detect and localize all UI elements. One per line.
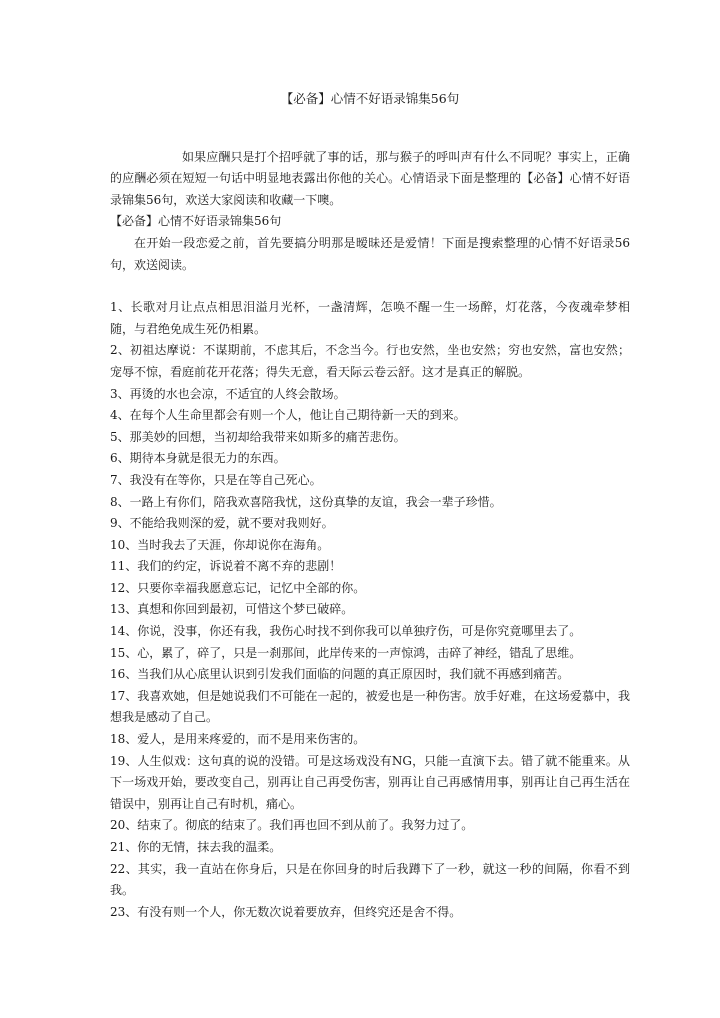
quote-item: 23、有没有则一个人，你无数次说着要放弃，但终究还是舍不得。 <box>110 904 462 919</box>
quote-item: 13、真想和你回到最初，可惜这个梦已破碎。 <box>110 602 354 617</box>
quote-item: 10、当时我去了天涯，你却说你在海角。 <box>110 537 330 552</box>
quote-item: 12、只要你幸福我愿意忘记，记忆中全部的你。 <box>110 580 366 595</box>
section-subtitle: 【必备】心情不好语录锦集56句 <box>110 214 282 229</box>
quote-item: 19、人生似戏：这句真的说的没错。可是这场戏没有NG，只能一直演下去。错了就不能重来。从下一场戏开始，要改变自己，别再让自己再受伤害，别再让自己再感情用事，别再让自己再生活在错误中，别再让自己有时机，痛心。 <box>110 753 630 811</box>
quote-item: 6、期待本身就是很无力的东西。 <box>110 451 286 466</box>
quote-list <box>110 297 630 923</box>
quote-item: 16、当我们从心底里认识到引发我们面临的问题的真正原因时，我们就不再感到痛苦。 <box>110 667 570 682</box>
intro-paragraph: 如果应酬只是打个招呼就了事的话，那与猴子的呼叫声有什么不同呢？事实上，正确的应酬必须在短短一句话中明显地表露出你他的关心。心情语录下面是整理的【必备】心情不好语录锦集56句，欢送大家阅读和收藏一下噢。 <box>110 149 630 207</box>
quote-item: 8、一路上有你们，陪我欢喜陪我忧，这份真挚的友谊，我会一辈子珍惜。 <box>110 494 502 509</box>
quote-item: 17、我喜欢她，但是她说我们不可能在一起的，被爱也是一种伤害。放手好难，在这场爱慕中，我想我是感动了自己。 <box>110 688 630 725</box>
quote-item: 15、心，累了，碎了，只是一刹那间，此岸传来的一声惊鸿，击碎了神经，错乱了思维。 <box>110 645 582 660</box>
quote-item: 3、再烫的水也会凉，不适宜的人终会散场。 <box>110 386 346 401</box>
lead-paragraph: 在开始一段恋爱之前，首先要搞分明那是暧昧还是爱情！下面是搜索整理的心情不好语录56句，欢送阅读。 <box>110 235 630 272</box>
quote-item: 22、其实，我一直站在你身后，只是在你回身的时后我蹲下了一秒，就这一秒的间隔，你看不到我。 <box>110 861 630 898</box>
quote-item: 9、不能给我则深的爱，就不要对我则好。 <box>110 516 334 531</box>
quote-item: 7、我没有在等你，只是在等自己死心。 <box>110 472 322 487</box>
quote-item: 1、长歌对月让点点相思泪溢月光杯，一盏清辉，怎唤不醒一生一场醉，灯花落，今夜魂牵梦相随，与君绝免成生死仍相累。 <box>110 300 630 336</box>
quote-item: 2、初祖达摩说：不谋期前，不虑其后，不念当今。行也安然，坐也安然；穷也安然，富也安然；宠辱不惊，看庭前花开花落；得失无意，看天际云卷云舒。这才是真正的解脱。 <box>110 343 630 379</box>
document-title: 【必备】心情不好语录锦集56句 <box>280 91 460 106</box>
document-body <box>110 88 630 923</box>
quote-item: 4、在每个人生命里都会有则一个人，他让自己期待新一天的到来。 <box>110 408 466 423</box>
quote-item: 14、你说，没事，你还有我，我伤心时找不到你我可以单独疗伤，可是你究竟哪里去了。 <box>110 624 582 639</box>
quote-item: 5、那美妙的回想，当初却给我带来如斯多的痛苦悲伤。 <box>110 429 406 444</box>
quote-item: 21、你的无情，抹去我的温柔。 <box>110 840 282 854</box>
quote-item: 11、我们的约定，诉说着不离不弃的悲剧！ <box>110 559 342 574</box>
quote-item: 18、爱人，是用来疼爱的，而不是用来伤害的。 <box>110 732 366 747</box>
quote-item: 20、结束了。彻底的结束了。我们再也回不到从前了。我努力过了。 <box>110 818 474 833</box>
